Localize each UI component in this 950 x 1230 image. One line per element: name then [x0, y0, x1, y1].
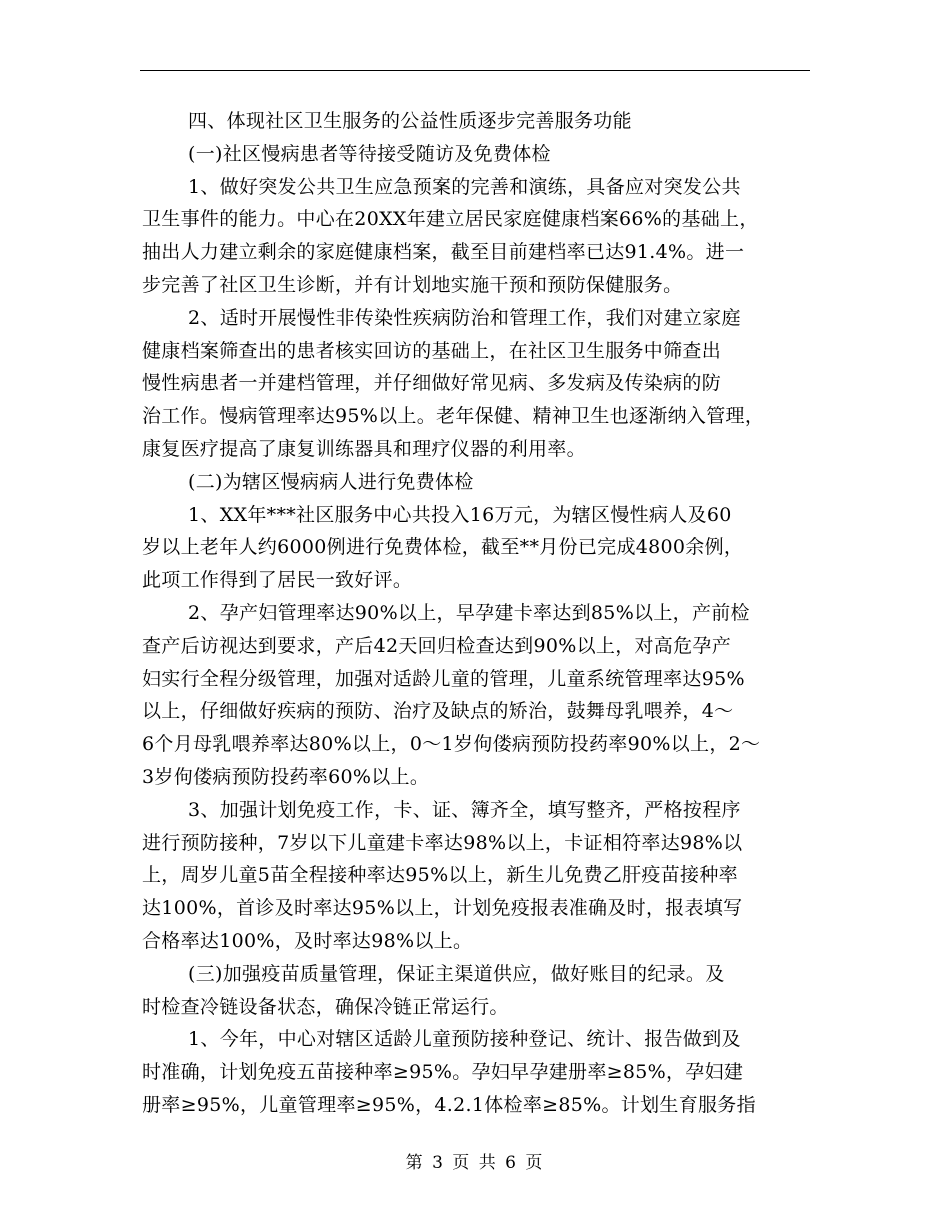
document-body — [142, 105, 810, 1122]
text-line: 册率≥95%，儿童管理率≥95%，4.2.1体检率≥85%。计划生育服务指 — [142, 1093, 756, 1116]
text-line: 妇实行全程分级管理，加强对适龄儿童的管理，儿童系统管理率达95% — [142, 667, 745, 690]
text-line: 健康档案筛查出的患者核实回访的基础上，在社区卫生服务中筛查出 — [142, 339, 722, 362]
text-line: 达100%，首诊及时率达95%以上，计划免疫报表准确及时，报表填写 — [142, 897, 743, 920]
text-line: 卫生事件的能力。中心在20XX年建立居民家庭健康档案66%的基础上， — [142, 208, 759, 231]
text-line: 1、XX年***社区服务中心共投入16万元，为辖区慢性病人及60 — [188, 503, 732, 526]
text-line: 1、今年，中心对辖区适龄儿童预防接种登记、统计、报告做到及 — [188, 1028, 741, 1051]
text-line: (三)加强疫苗质量管理，保证主渠道供应，做好账目的纪录。及 — [188, 962, 725, 985]
text-line: 3岁佝偻病预防投药率60%以上。 — [142, 765, 430, 788]
text-line: 抽出人力建立剩余的家庭健康档案，截至目前建档率已达91.4%。进一 — [142, 241, 745, 264]
text-line: 1、做好突发公共卫生应急预案的完善和演练，具备应对突发公共 — [188, 175, 741, 198]
text-line: 康复医疗提高了康复训练器具和理疗仪器的利用率。 — [142, 437, 586, 460]
text-line: 步完善了社区卫生诊断，并有计划地实施干预和预防保健服务。 — [142, 273, 683, 296]
page-number: 第 3 页 共 6 页 — [405, 1153, 545, 1173]
text-line: 合格率达100%，及时率达98%以上。 — [142, 929, 473, 952]
text-line: 此项工作得到了居民一致好评。 — [142, 569, 413, 592]
text-line: 上，周岁儿童5苗全程接种率达95%以上，新生儿免费乙肝疫苗接种率 — [142, 864, 738, 887]
text-line: 查产后访视达到要求，产后42天回归检查达到90%以上，对高危孕产 — [142, 634, 732, 657]
text-line: 时准确，计划免疫五苗接种率≥95%。孕妇早孕建册率≥85%，孕妇建 — [142, 1061, 744, 1084]
text-line: 慢性病患者一并建档管理，并仔细做好常见病、多发病及传染病的防 — [142, 372, 722, 395]
text-line: (一)社区慢病患者等待接受随访及免费体检 — [188, 142, 551, 165]
text-line: 2、适时开展慢性非传染性疾病防治和管理工作，我们对建立家庭 — [188, 306, 741, 329]
text-line: 2、孕产妇管理率达90%以上，早孕建卡率达到85%以上，产前检 — [188, 601, 750, 624]
text-line: 四、体现社区卫生服务的公益性质逐步完善服务功能 — [188, 110, 632, 132]
text-line: 进行预防接种，7岁以下儿童建卡率达98%以上，卡证相符率达98%以 — [142, 831, 743, 854]
text-line: 治工作。慢病管理率达95%以上。老年保健、精神卫生也逐渐纳入管理， — [142, 405, 765, 428]
text-line: (二)为辖区慢病病人进行免费体检 — [188, 470, 474, 493]
text-line: 3、加强计划免疫工作，卡、证、簿齐全，填写整齐，严格按程序 — [188, 798, 741, 821]
text-line: 时检查冷链设备状态，确保冷链正常运行。 — [142, 995, 509, 1018]
header-rule — [140, 70, 810, 71]
text-line: 6个月母乳喂养率达80%以上，0～1岁佝偻病预防投药率90%以上，2～ — [142, 733, 761, 756]
text-line: 岁以上老年人约6000例进行免费体检，截至**月份已完成4800余例， — [142, 536, 744, 559]
text-line: 以上，仔细做好疾病的预防、治疗及缺点的矫治，鼓舞母乳喂养，4～ — [142, 700, 734, 723]
